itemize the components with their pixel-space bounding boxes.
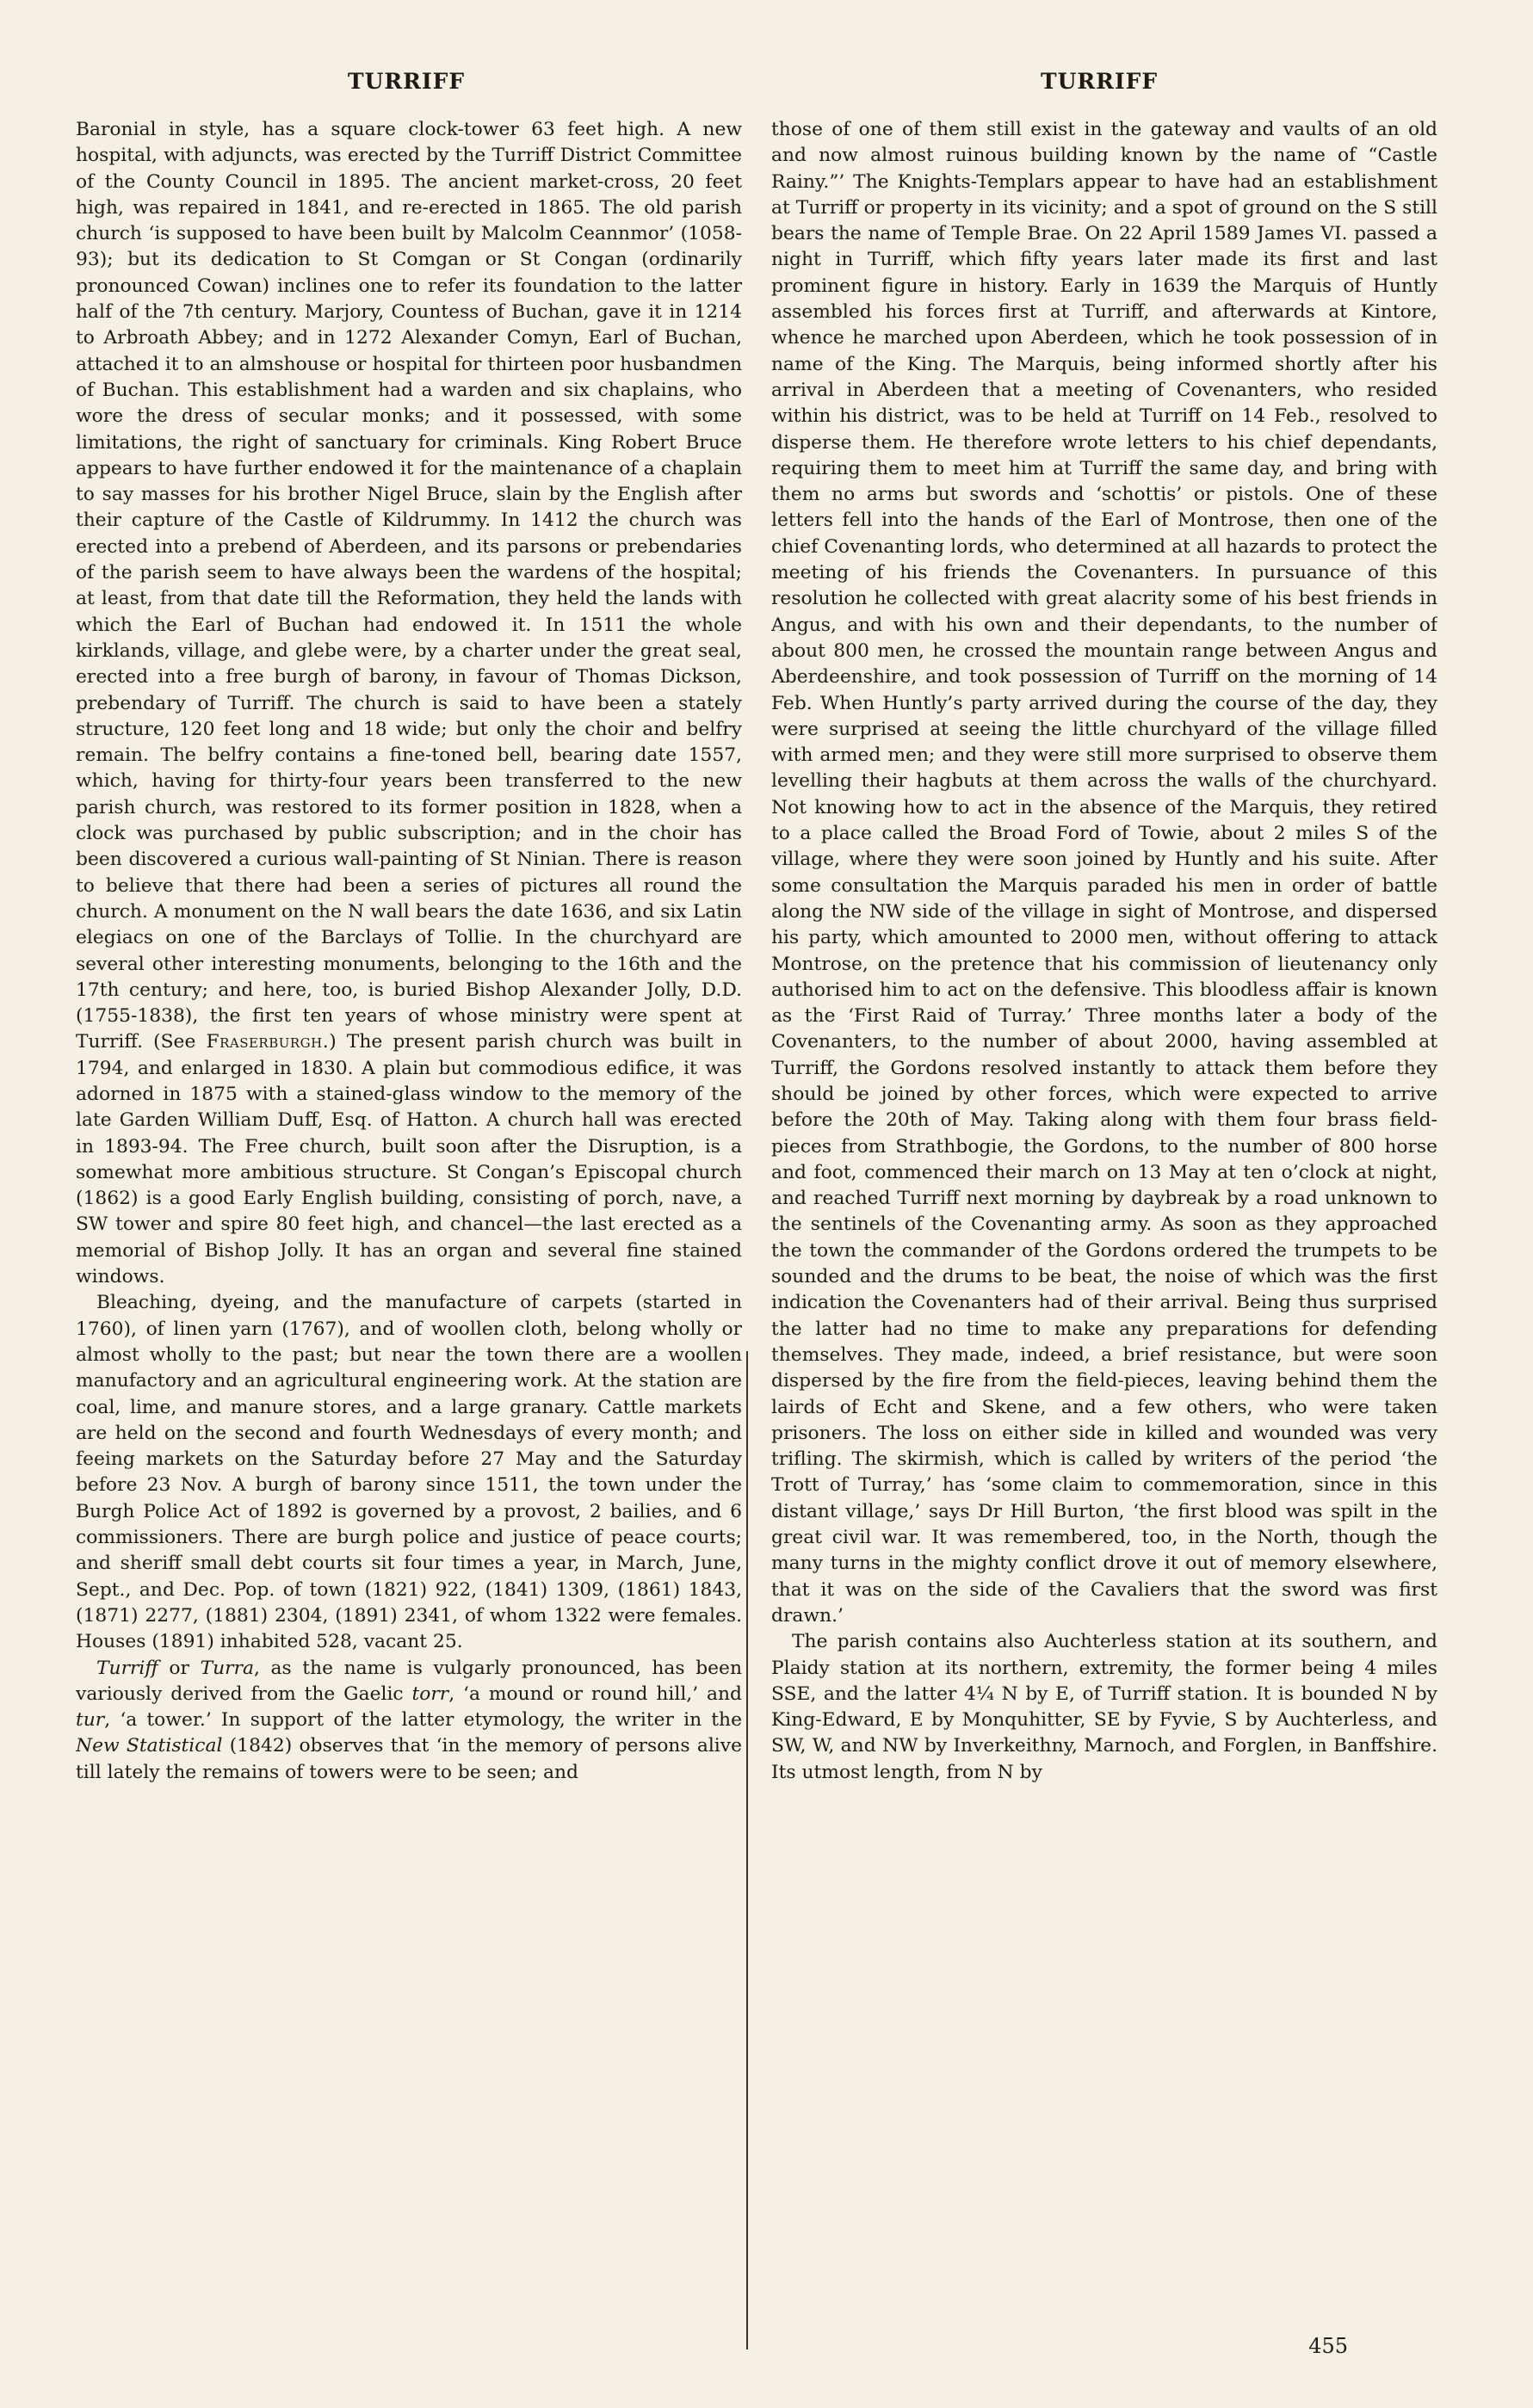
left-column — [76, 117, 742, 2355]
running-head-left: TURRIFF — [348, 69, 466, 94]
column-divider — [746, 1351, 748, 2349]
right-paragraph-2: The parish contains also Auchterless station at its southern, and Plaidy station at its northern, extremity, the former being 4 miles SSE, and the latter 4¼ N by E, of Turriff station. It is bounded N by King-Edward, E by Monquhitter, SE by Fyvie, S by Auchterless, and SW, W, and NW by Inverkeithny, Marnoch, and Forglen, in Banffshire. Its utmost length, from N by — [771, 1631, 1437, 1783]
cross-reference: Fraserburgh. — [206, 1031, 330, 1053]
left-paragraph-2: Bleaching, dyeing, and the manufacture of carpets (started in 1760), of linen yarn (1767), and of woollen cloth, belong wholly or almost wholly to the past; but near the town there are a woollen manufactory and an agricultural engineering work. At the station are coal, lime, and manure stores, and a large granary. Cattle markets are held on the second and fourth Wednesdays of every month; and feeing markets on the Saturday before 27 May and the Saturday before 23 Nov. A burgh of barony since 1511, the town under the Burgh Police Act of 1892 is governed by a provost, 2 bailies, and 6 commissioners. There are burgh police and justice of peace courts; and sheriff small debt courts sit four times a year, in March, June, Sept., and Dec. Pop. of town (1821) 922, (1841) 1309, (1861) 1843, (1871) 2277, (1881) 2304, (1891) 2341, of whom 1322 were females. Houses (1891) inhabited 528, vacant 25. — [76, 1292, 742, 1653]
right-paragraph-1: those of one of them still exist in the gateway and vaults of an old and now almost ruinous building known by the name of “Castle Rainy.”’ The Knights-Templars appear to have had an establishment at Turriff or property in its vicinity; and a spot of ground on the S still bears the name of Temple Brae. On 22 April 1589 James VI. passed a night in Turriff, which fifty years later made its first and last prominent figure in history. Early in 1639 the Marquis of Huntly assembled his forces first at Turriff, and afterwards at Kintore, whence he marched upon Aberdeen, which he took possession of in name of the King. The Marquis, being informed shortly after his arrival in Aberdeen that a meeting of Covenanters, who resided within his district, was to be held at Turriff on 14 Feb., resolved to disperse them. He therefore wrote letters to his chief dependants, requiring them to meet him at Turriff the same day, and bring with them no arms but swords and ‘schottis’ or pistols. One of these letters fell into the hands of the Earl of Montrose, then one of the chief Covenanting lords, who determined at all hazards to protect the meeting of his friends the Covenanters. In pursuance of this resolution he collected with great alacrity some of his best friends in Angus, and with his own and their dependants, to the number of about 800 men, he crossed the mountain range between Angus and Aberdeenshire, and took possession of Turriff on the morning of 14 Feb. When Huntly’s party arrived during the course of the day, they were surprised at seeing the little churchyard of the village filled with armed men; and they were still more surprised to observe them levelling their hagbuts at them across the walls of the churchyard. Not knowing how to act in the absence of the Marquis, they retired to a place called the Broad Ford of Towie, about 2 miles S of the village, where they were soon joined by Huntly and his suite. After some consultation the Marquis paraded his men in order of battle along the NW side of the village in sight of Montrose, and dispersed his party, which amounted to 2000 men, without offering to attack Montrose, on the pretence that his commission of lieutenancy only authorised him to act on the defensive. This bloodless affair is known as the ‘First Raid of Turray.’ Three months later a body of the Covenanters, to the number of about 2000, having assembled at Turriff, the Gordons resolved instantly to attack them before they should be joined by other forces, which were expected to arrive before the 20th of May. Taking along with them four brass field-pieces from Strathbogie, the Gordons, to the number of 800 horse and foot, commenced their march on 13 May at ten o’clock at night, and reached Turriff next morning by daybreak by a road unknown to the sentinels of the Covenanting army. As soon as they approached the town the commander of the Gordons ordered the trumpets to be sounded and the drums to be beat, the noise of which was the first indication the Covenanters had of their arrival. Being thus surprised the latter had no time to make any preparations for defending themselves. They made, indeed, a brief resistance, but were soon dispersed by the fire from the field-pieces, leaving behind them the lairds of Echt and Skene, and a few others, who were taken prisoners. The loss on either side in killed and wounded was very trifling. The skirmish, which is called by writers of the period ‘the Trott of Turray,’ has ‘some claim to commemoration, since in this distant village,’ says Dr Hill Burton, ‘the first blood was spilt in the great civil war. It was remembered, too, in the North, though the many turns in the mighty conflict drove it out of memory elsewhere, that it was on the side of the Cavaliers that the sword was first drawn.’ — [771, 119, 1437, 1627]
left-paragraph-3: Turriff or Turra, as the name is vulgarly pronounced, has been variously derived from the Gaelic torr, ‘a mound or round hill,’ and tur, ‘a tower.’ In support of the latter etymology, the writer in the New Statistical (1842) observes that ‘in the memory of persons alive till lately the remains of towers were to be seen; and — [76, 1657, 742, 1783]
running-head-right: TURRIFF — [1041, 69, 1159, 94]
page-number: 455 — [1308, 2334, 1348, 2358]
right-column — [771, 117, 1437, 2355]
left-paragraph-1: Baronial in style, has a square clock-tower 63 feet high. A new hospital, with adjuncts, was erected by the Turriff District Committee of the County Council in 1895. The ancient market-cross, 20 feet high, was repaired in 1841, and re-erected in 1865. The old parish church ‘is supposed to have been built by Malcolm Ceannmor’ (1058-93); but its dedication to St Comgan or St Congan (ordinarily pronounced Cowan) inclines one to refer its foundation to the latter half of the 7th century. Marjory, Countess of Buchan, gave it in 1214 to Arbroath Abbey; and in 1272 Alexander Comyn, Earl of Buchan, attached it to an almshouse or hospital for thirteen poor husbandmen of Buchan. This establishment had a warden and six chaplains, who wore the dress of secular monks; and it possessed, with some limitations, the right of sanctuary for criminals. King Robert Bruce appears to have further endowed it for the maintenance of a chaplain to say masses for his brother Nigel Bruce, slain by the English after their capture of the Castle of Kildrummy. In 1412 the church was erected into a prebend of Aberdeen, and its parsons or prebendaries of the parish seem to have always been the wardens of the hospital; at least, from that date till the Reformation, they held the lands with which the Earl of Buchan had endowed it. In 1511 the whole kirklands, village, and glebe were, by a charter under the great seal, erected into a free burgh of barony, in favour of Thomas Dickson, prebendary of Turriff. The church is said to have been a stately structure, 120 feet long and 18 wide; but only the choir and belfry remain. The belfry contains a fine-toned bell, bearing date 1557, which, having for thirty-four years been transferred to the new parish church, was restored to its former position in 1828, when a clock was purchased by public subscription; and in the choir has been discovered a curious wall-painting of St Ninian. There is reason to believe that there had been a series of pictures all round the church. A monument on the N wall bears the date 1636, and six Latin elegiacs on one of the Barclays of Tollie. In the churchyard are several other interesting monuments, belonging to the 16th and the 17th century; and here, too, is buried Bishop Alexander Jolly, D.D. (1755-1838), the first ten years of whose ministry were spent at Turriff. (See Fraserburgh.) The present parish church was built in 1794, and enlarged in 1830. A plain but commodious edifice, it was adorned in 1875 with a stained-glass window to the memory of the late Garden William Duff, Esq. of Hatton. A church hall was erected in 1893-94. The Free church, built soon after the Disruption, is a somewhat more ambitious structure. St Congan’s Episcopal church (1862) is a good Early English building, consisting of porch, nave, a SW tower and spire 80 feet high, and chancel—the last erected as a memorial of Bishop Jolly. It has an organ and several fine stained windows. — [76, 119, 742, 1288]
